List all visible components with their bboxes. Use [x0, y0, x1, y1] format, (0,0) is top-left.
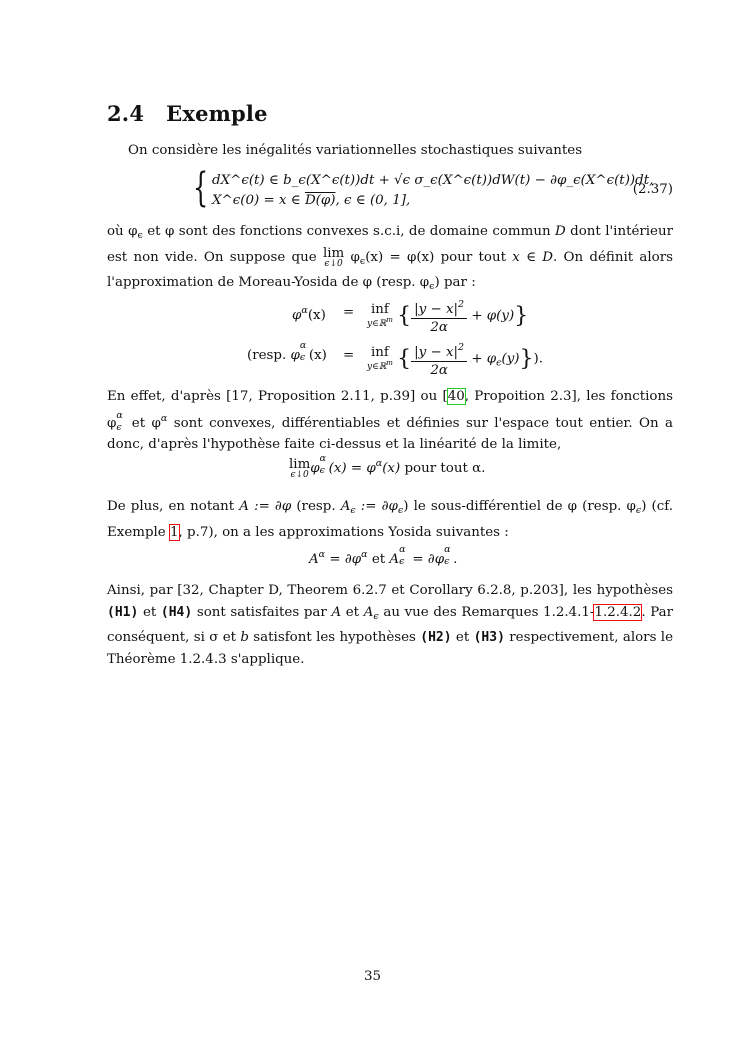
moreau-eq-2: = — [343, 348, 355, 363]
m1-inf-under-sup: m — [386, 316, 393, 324]
p4-t1: Ainsi, par [32, Chapter D, Theorem 6.2.7 et Corollary 6.2.8, p.203], les hypothèses — [107, 583, 673, 598]
moreau-eq-1: = — [343, 305, 355, 320]
hypothesis-h3: (H3) — [473, 630, 505, 645]
p3-t5: := ∂φ — [355, 499, 398, 514]
m1-lhs-sup: α — [301, 305, 308, 316]
y-m1: = ∂φ — [325, 552, 362, 567]
m1-lhs-arg: (x) — [307, 308, 326, 323]
m1-inf-under-text: y∈ℝ — [367, 319, 387, 329]
p1-eps-sub-2: ϵ — [359, 255, 366, 267]
p2-t3: et φ — [125, 415, 161, 431]
m2-rest-a: + φ — [467, 351, 497, 367]
p3-t8: , p.7), on a les approximations Yosida suivantes : — [178, 524, 509, 540]
m2-lhs-sup: α — [299, 340, 307, 351]
m1-lhs: φ — [292, 308, 302, 323]
m2-numer-sup: 2 — [458, 342, 465, 353]
p3-eps-3: ϵ — [635, 505, 642, 516]
equation-number: (2.37) — [632, 182, 673, 197]
limit-sup2: α — [375, 458, 383, 469]
system-line-2-post: , ϵ ∈ (0, 1], — [335, 193, 411, 208]
y-scripts-2 — [444, 544, 453, 567]
y-m2: = ∂φ — [408, 552, 445, 567]
p2-t4: sont convexes, différentiables et définies sur l'espace tout entier. On a donc, d'après l'hypothèse faite ci-dessus et la linéarité de la limite, — [107, 415, 673, 452]
p4-t8: et — [451, 630, 474, 645]
y-scripts-1 — [399, 544, 408, 567]
citation-link-40[interactable]: 40 — [447, 389, 465, 404]
moreau-rhs-1 — [367, 296, 528, 336]
p1-lim-under: ϵ↓0 — [324, 258, 343, 269]
p3-t6: ) le sous-différentiel de φ (resp. φ — [403, 499, 636, 514]
p1-lim: lim — [322, 245, 345, 261]
m1-numer: |y − x| — [414, 302, 459, 317]
p1-eps-sub-3: ϵ — [429, 281, 435, 292]
hypothesis-h1: (H1) — [107, 604, 139, 620]
m2-numer: |y − x| — [414, 345, 459, 360]
p2-t2: , Propoition 2.3], les fonctions φ — [107, 389, 673, 431]
p1-lim-operator — [323, 247, 344, 269]
yosida-equation — [309, 544, 458, 567]
p2-sup-1: α — [116, 409, 123, 421]
p2-scripts-1 — [116, 409, 125, 435]
p1-part8: ) par : — [434, 275, 476, 290]
moreau-rhs-2 — [367, 339, 543, 379]
y-s2: α — [361, 549, 368, 560]
y-sb3: ϵ — [399, 556, 405, 567]
closure-domain: D(φ) — [304, 193, 336, 208]
y-s1: α — [318, 549, 326, 560]
limit-lim: lim — [289, 457, 311, 472]
p2-sup-2: α — [160, 412, 168, 424]
p4-t5: au vue des Remarques 1.2.4.1- — [378, 604, 595, 620]
p3-eps-1: ϵ — [350, 505, 356, 516]
m1-inf: inf — [371, 302, 389, 317]
limit-phi: φ — [310, 461, 320, 476]
y-s3: α — [399, 544, 406, 555]
limit-operator — [289, 458, 310, 480]
m2-lhs-scripts — [299, 340, 309, 363]
limit-text: pour tout α. — [400, 461, 486, 476]
p4-A: A — [331, 604, 342, 620]
moreau-row-2 — [247, 340, 327, 363]
p1-part1: où φ — [107, 224, 138, 239]
system-line-2 — [212, 190, 410, 211]
p1-part4: φ — [344, 249, 360, 265]
p4-Ae: A — [363, 604, 374, 620]
m2-lhs-arg: (x) — [308, 348, 327, 363]
m2-brace-close: } — [519, 346, 534, 372]
m2-lhs-sub: ϵ — [299, 352, 306, 363]
m2-fraction — [411, 339, 467, 379]
m1-numer-sup: 2 — [458, 299, 465, 310]
m1-denom: 2α — [430, 320, 448, 335]
p1-part7: . On définit alors l'approximation de Moreau-Yosida de φ (resp. φ — [107, 249, 673, 290]
intro-paragraph — [107, 140, 673, 162]
m2-inf-under — [367, 359, 393, 372]
p1-domain: D — [554, 224, 566, 239]
p1-part5: (x) = φ(x) pour tout — [365, 249, 513, 265]
m1-rest: + φ(y) — [467, 308, 515, 324]
m1-inf-operator — [367, 303, 393, 329]
intro-text: On considère les inégalités variationnelles stochastiques suivantes — [128, 143, 583, 158]
p4-t7: satisfont les hypothèses — [248, 630, 421, 645]
p3-eps-2: ϵ — [397, 505, 404, 516]
p3-t3: (resp. — [291, 499, 341, 514]
m1-inf-under — [367, 316, 393, 329]
p3-t7: ) (cf. Exemple — [107, 499, 674, 540]
p1-part2: et φ sont des fonctions convexes s.c.i, de domaine commun — [142, 224, 555, 239]
p2-sub-1: ϵ — [116, 421, 122, 433]
m2-prefix: (resp. — [247, 348, 291, 363]
p1-part6: x ∈ D — [512, 249, 553, 265]
hypothesis-h4: (H4) — [160, 604, 193, 620]
p4-t6: . Par conséquent, si σ et — [107, 604, 673, 645]
section-heading — [107, 101, 268, 126]
p4-t4: et — [341, 604, 364, 620]
p4-t3: sont satisfaites par — [192, 604, 332, 620]
p1-eps-sub: ϵ — [137, 230, 143, 241]
paragraph-2 — [107, 386, 673, 456]
m1-brace-close: } — [514, 303, 529, 329]
paragraph-1 — [107, 221, 673, 298]
p4-eps: ϵ — [373, 610, 379, 622]
y-sb4: ϵ — [444, 556, 450, 567]
hypothesis-h2: (H2) — [420, 630, 452, 645]
p1-part3: dont l'intérieur est non vide. On suppose que — [107, 224, 674, 265]
p3-t4: A — [340, 499, 351, 514]
m2-rest-sub: ϵ — [496, 357, 502, 369]
y-and: et — [367, 552, 390, 567]
m2-inf-operator — [367, 346, 393, 372]
limit-equation — [289, 453, 486, 480]
limit-under: ϵ↓0 — [290, 470, 309, 480]
system-line-2-pre: X^ϵ(0) = x ∈ — [212, 193, 305, 208]
limit-end: (x) — [382, 461, 401, 476]
paragraph-4 — [107, 580, 673, 670]
remark-link-1-2-4-2[interactable]: 1.2.4.2 — [594, 604, 642, 620]
p2-t1: En effet, d'après [17, Proposition 2.11, p.39] ou [ — [107, 389, 448, 404]
m2-rest-b: (y) — [501, 351, 520, 367]
limit-sub: ϵ — [319, 465, 325, 476]
y-s4: α — [444, 544, 451, 555]
m2-denom: 2α — [430, 363, 448, 378]
system-brace: { — [193, 165, 209, 211]
p4-t9: respectivement, alors le Théorème 1.2.4.3 s'applique. — [107, 630, 673, 667]
section-title: Exemple — [166, 101, 268, 126]
y-a2: A — [389, 552, 400, 567]
p4-t2: et — [138, 604, 161, 620]
m2-inf: inf — [371, 345, 389, 360]
section-number: 2.4 — [107, 101, 145, 126]
m2-brace-open: { — [397, 346, 412, 372]
limit-scripts — [319, 453, 329, 476]
page-number: 35 — [363, 969, 382, 984]
system-line-1: dX^ϵ(t) ∈ b_ϵ(X^ϵ(t))dt + √ϵ σ_ϵ(X^ϵ(t))dW(t) − ∂φ_ϵ(X^ϵ(t))dt, — [212, 173, 654, 188]
moreau-row-1 — [292, 305, 326, 323]
limit-mid: (x) = φ — [328, 461, 376, 476]
paragraph-3 — [107, 496, 673, 543]
example-link-1[interactable]: 1 — [169, 524, 179, 540]
m2-lhs: φ — [290, 348, 300, 363]
m2-suffix: ). — [533, 351, 543, 367]
m1-brace-open: { — [397, 303, 412, 329]
p3-t2: A := ∂φ — [239, 499, 292, 514]
limit-sup: α — [319, 453, 327, 464]
p4-b: b — [240, 630, 249, 645]
p3-t1: De plus, en notant — [107, 499, 240, 514]
y-a1: A — [309, 552, 319, 567]
y-end: . — [453, 552, 458, 567]
m1-fraction — [411, 296, 467, 336]
m2-inf-under-sup: m — [386, 359, 393, 367]
m2-inf-under-text: y∈ℝ — [367, 362, 387, 372]
